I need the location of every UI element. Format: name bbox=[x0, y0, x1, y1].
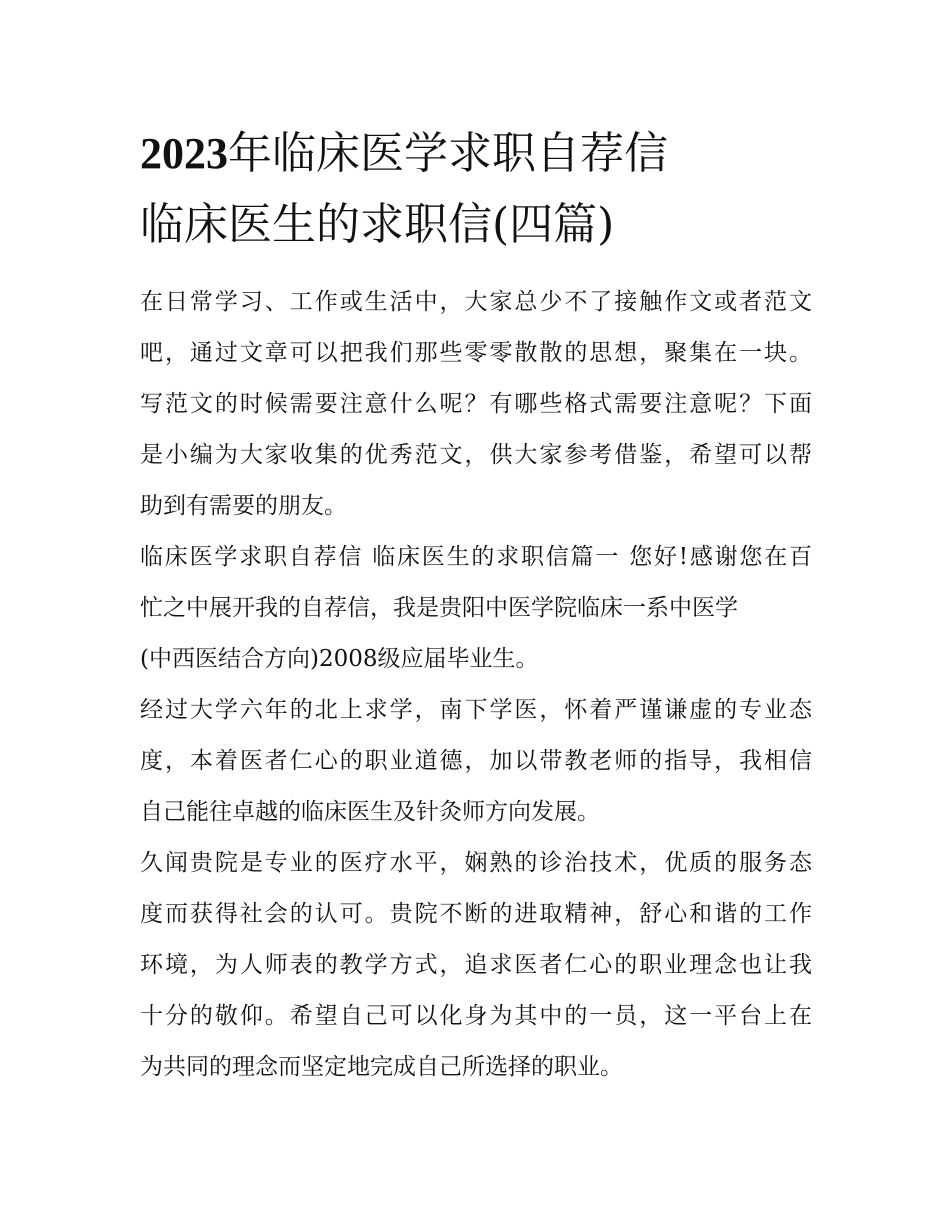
paragraph-line: 度，本着医者仁心的职业道德，加以带教老师的指导，我相信 bbox=[140, 748, 812, 774]
title-line-1 bbox=[140, 118, 820, 189]
paragraph-line: 为共同的理念而坚定地完成自己所选择的职业。 bbox=[140, 1054, 623, 1080]
paragraph-line: 度而获得社会的认可。贵院不断的进取精神，舒心和谐的工作 bbox=[140, 901, 812, 927]
paragraph-letter-opening bbox=[140, 532, 812, 685]
paragraph-line: 久闻贵院是专业的医疗水平，娴熟的诊治技术，优质的服务态 bbox=[140, 850, 812, 876]
document-title bbox=[140, 118, 820, 260]
paragraph-line: 自己能往卓越的临床医生及针灸师方向发展。 bbox=[140, 799, 600, 825]
paragraph-education bbox=[140, 685, 812, 838]
paragraph-line: 十分的敬仰。希望自己可以化身为其中的一员，这一平台上在 bbox=[140, 1003, 812, 1029]
paragraph-line: 吧，通过文章可以把我们那些零零散散的思想，聚集在一块。 bbox=[140, 340, 812, 366]
paragraph-hospital bbox=[140, 838, 812, 1093]
paragraph-line: 是小编为大家收集的优秀范文，供大家参考借鉴，希望可以帮 bbox=[140, 442, 812, 468]
paragraph-line: 临床医学求职自荐信 临床医生的求职信篇一 您好!感谢您在百 bbox=[140, 544, 812, 570]
paragraph-line: 环境，为人师表的教学方式，追求医者仁心的职业理念也让我 bbox=[140, 952, 812, 978]
document-body bbox=[140, 277, 812, 1093]
paragraph-line: 助到有需要的朋友。 bbox=[140, 493, 347, 519]
paragraph-line: 经过大学六年的北上求学，南下学医，怀着严谨谦虚的专业态 bbox=[140, 697, 812, 723]
paragraph-line: 忙之中展开我的自荐信，我是贵阳中医学院临床一系中医学 bbox=[140, 595, 738, 621]
title-line-1-text: 年临床医学求职自荐信 bbox=[228, 128, 668, 179]
paragraph-line: 写范文的时候需要注意什么呢？有哪些格式需要注意呢？下面 bbox=[140, 391, 812, 417]
paragraph-intro bbox=[140, 277, 812, 532]
title-line-2: 临床医生的求职信(四篇) bbox=[140, 199, 615, 250]
paragraph-line: (中西医结合方向)2008级应届毕业生。 bbox=[140, 646, 539, 672]
title-year: 2023 bbox=[140, 129, 228, 178]
paragraph-line: 在日常学习、工作或生活中，大家总少不了接触作文或者范文 bbox=[140, 289, 812, 315]
